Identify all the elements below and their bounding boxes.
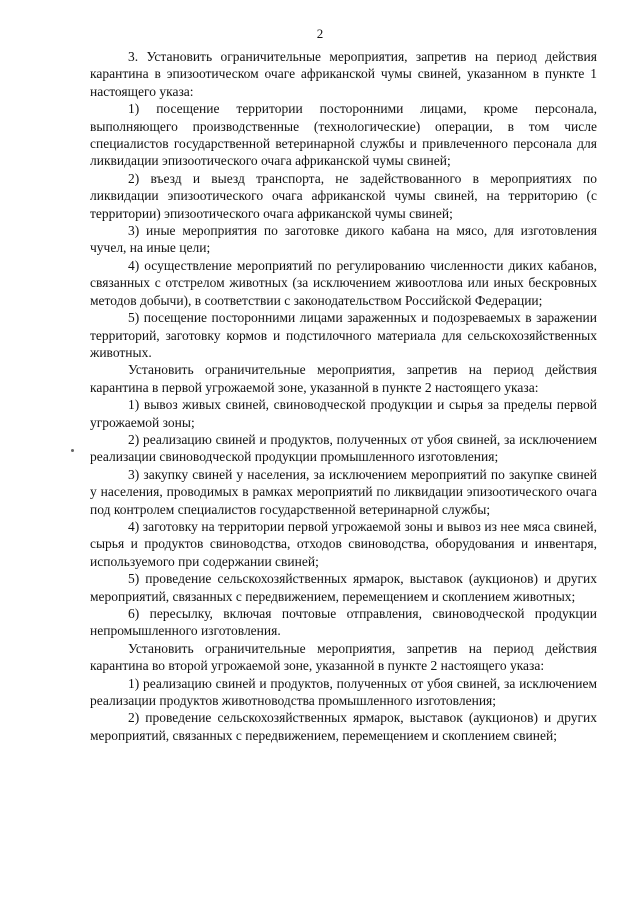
paragraph-item-3-intro: 3. Установить ограничительные мероприятия, запретив на период действия карантина в эпизоотическом очаге африканской чумы свиней, указанном в пункте 1 настоящего указа: [90, 49, 597, 99]
paragraph-first-zone-2: 2) реализацию свиней и продуктов, полученных от убоя свиней, за исключением реализации свиноводческой продукции промышленного изготовления; [90, 431, 597, 465]
paragraph-first-zone-1: 1) вывоз живых свиней, свиноводческой продукции и сырья за пределы первой угрожаемой зоны; [90, 397, 597, 430]
paragraph-outbreak-1: 1) посещение территории посторонними лицами, кроме персонала, выполняющего производственные (технологические) операции, в том числе специалистов государственной ветеринарной службы и привлеченного персонала для ликвидации эпизоотического очага африканской чумы свиней; [90, 101, 597, 169]
page-number: 2 [316, 26, 324, 41]
paragraph-second-zone-2: 2) проведение сельскохозяйственных ярмарок, выставок (аукционов) и других мероприятий, связанных с передвижением, перемещением и скоплением свиней; [90, 710, 597, 743]
document-body [90, 48, 597, 744]
paragraph-outbreak-2: 2) въезд и выезд транспорта, не задействованного в мероприятиях по ликвидации эпизоотического очага африканской чумы свиней, на территорию (с территории) эпизоотического очага африканской чумы свиней; [90, 170, 597, 221]
paragraph-second-zone-1: 1) реализацию свиней и продуктов, полученных от убоя свиней, за исключением реализации продуктов животноводства промышленного изготовления; [90, 675, 597, 709]
paragraph-first-zone-intro: Установить ограничительные мероприятия, запретив на период действия карантина в первой угрожаемой зоне, указанной в пункте 2 настоящего указа: [90, 362, 597, 395]
paragraph-first-zone-3: 3) закупку свиней у населения, за исключением мероприятий по закупке свиней у населения, проводимых в рамках мероприятий по ликвидации эпизоотического очага под контролем специалистов государственной ветеринарной службы; [90, 466, 597, 517]
paragraph-first-zone-4: 4) заготовку на территории первой угрожаемой зоны и вывоз из нее мяса свиней, сырья и продуктов свиноводства, отходов свиноводства, оборудования и инвентаря, используемого при содержании свиней; [90, 518, 597, 569]
paragraph-outbreak-4: 4) осуществление мероприятий по регулированию численности диких кабанов, связанных с отстрелом животных (за исключением живоотлова или иных бескровных методов добычи), в соответствии с законодательством Российской Федерации; [90, 257, 597, 308]
paragraph-outbreak-3: 3) иные мероприятия по заготовке дикого кабана на мясо, для изготовления чучел, на иные цели; [90, 223, 597, 256]
paragraph-first-zone-6: 6) пересылку, включая почтовые отправления, свиноводческой продукции непромышленного изготовления. [90, 606, 597, 639]
paragraph-outbreak-5: 5) посещение посторонними лицами зараженных и подозреваемых в заражении территорий, заготовку кормов и подстилочного материала для сельскохозяйственных животных. [90, 310, 597, 360]
paragraph-first-zone-5: 5) проведение сельскохозяйственных ярмарок, выставок (аукционов) и других мероприятий, связанных с передвижением, перемещением и скоплением животных; [90, 571, 597, 604]
scan-mark [71, 449, 74, 452]
paragraph-second-zone-intro: Установить ограничительные мероприятия, запретив на период действия карантина во второй угрожаемой зоне, указанной в пункте 2 настоящего указа: [90, 640, 597, 674]
